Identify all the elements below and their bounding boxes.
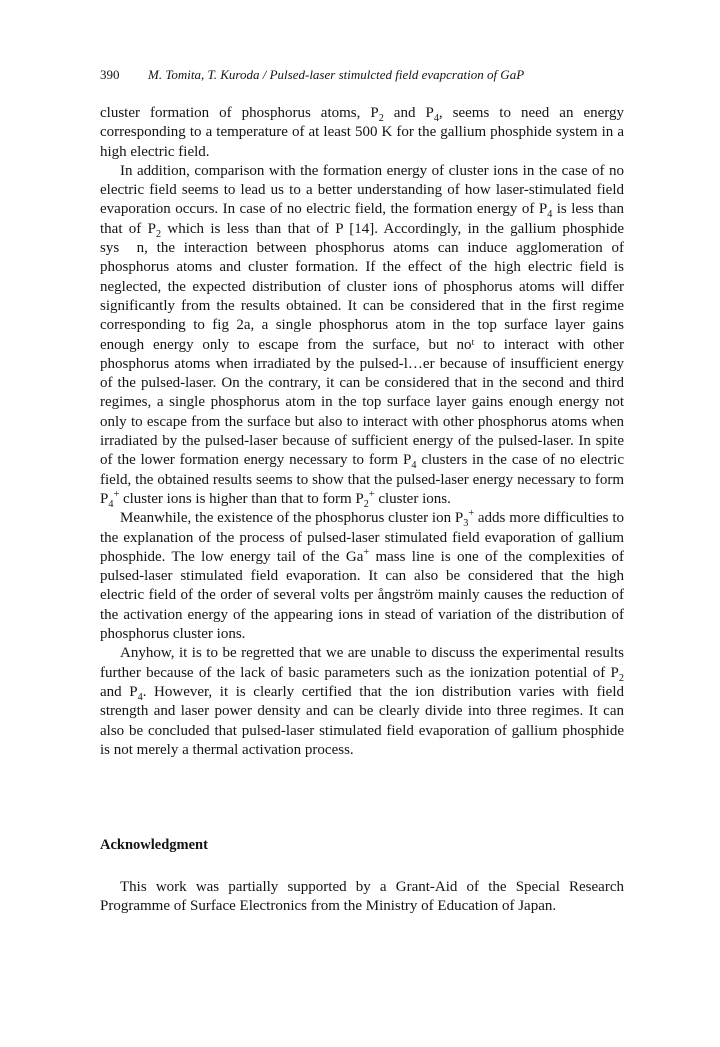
acknowledgment-section: [100, 878, 624, 917]
subscript: 4: [411, 460, 417, 472]
acknowledgment-heading: Acknowledgment: [100, 837, 208, 853]
subscript: 4: [433, 113, 439, 124]
body-text: [100, 104, 624, 760]
page-number: 390: [100, 67, 120, 82]
subscript: 4: [547, 209, 553, 221]
paragraph: cluster formation of phosphorus atoms, $P_2$ and $P_4$, seems to need an energy corresponding to a temperature of at least 500 K for the gallium phosphide system in a high electric field.: [100, 105, 624, 160]
acknowledgment-text: This work was partially supported by a Grant-Aid of the Special Research Programme of Surface Electronics from the Ministry of Education of Japan.: [100, 879, 624, 915]
superscript: +: [363, 546, 370, 558]
superscript: +: [468, 508, 475, 520]
running-header: [100, 66, 624, 84]
subscript: 4: [108, 498, 114, 510]
paragraph: Anyhow, it is to be regretted that we are unable to discuss the experimental results further because of the lack of basic parameters such as the ionization potential of $P_2$ and $P_4$. However, it is clearly certified that the ion distribution varies with field strength and laser power density and can be clearly divide into three regimes. It can also be concluded that pulsed-laser stimulated field evaporation of gallium phosphide is not merely a thermal activation process.: [100, 645, 624, 758]
subscript: 4: [137, 691, 143, 703]
superscript: +: [368, 488, 375, 500]
paragraph: Meanwhile, the existence of the phosphorus cluster ion $P_3^+$ adds more difficulties to the explanation of the process of pulsed-laser stimulated field evaporation of gallium phosphide. The low energy tail of the Ga+ mass line is one of the complexities of pulsed-laser stimulated field evaporation. It can also be considered that the high electric field of the order of several volts per ångström mainly causes the reduction of the activation energy of the appearing ions in stead of variation of the distribution of phosphorus cluster ions.: [100, 508, 624, 643]
running-title: M. Tomita, T. Kuroda / Pulsed-laser stimulcted field evapcration of GaP: [148, 67, 525, 82]
superscript: +: [113, 488, 120, 500]
subscript: 2: [378, 113, 384, 124]
subscript: 2: [618, 672, 624, 684]
subscript: 3: [463, 518, 469, 530]
subscript: 2: [363, 498, 369, 510]
paragraph: In addition, comparison with the formation energy of cluster ions in the case of no electric field seems to lead us to a better understanding of how laser-stimulated field evaporation occurs. In case of no electric field, the formation energy of $P_4$ is less than that of $P_2$ which is less than that of P [14]. Accordingly, in the gallium phosphide sys n, the interaction between phosphorus atoms can induce agglomeration of phosphorus atoms and cluster formation. If the effect of the high electric field is neglected, the expected distribution of cluster ions of phosphorus atoms will differ significantly from the results obtained. It can be considered that in the first regime corresponding to fig 2a, a single phosphorus atom in the top surface layer gains enough energy only to escape from the surface, but noᵗ to interact with other phosphorus atoms when irradiated by the pulsed-l…er because of insufficient energy of the pulsed-laser. On the contrary, it can be considered that in the second and third regimes, a single phosphorus atom in the top surface layer gains enough energy not only to escape from the surface but also to interact with other phosphorus atoms when irradiated by the pulsed-laser because of sufficient energy of the pulsed-laser. In spite of the lower formation energy necessary to form $P_4$ clusters in the case of no electric field, the obtained results seems to show that the pulsed-laser energy necessary to form $P_4^+$ cluster ions is higher than that to form $P_2^+$ cluster ions.: [100, 162, 624, 510]
subscript: 2: [155, 228, 162, 240]
